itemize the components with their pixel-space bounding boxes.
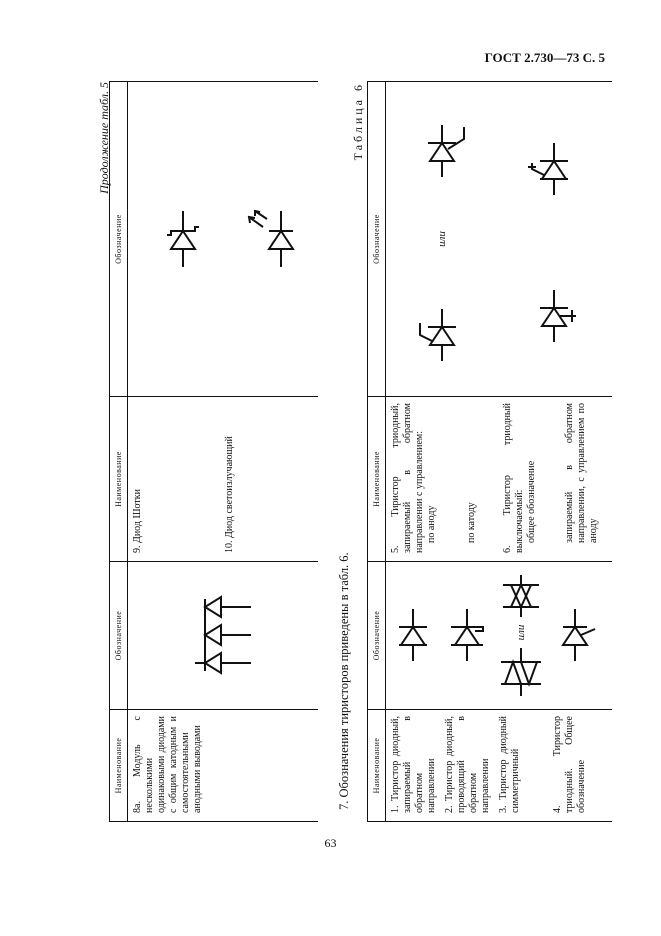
- led-icon: [245, 209, 301, 269]
- or-word-row3: или: [515, 624, 527, 641]
- table5-row-8a-symbol: [128, 562, 318, 710]
- table6-row-2-name: 2. Тиристор диодный, проводящий в обратном направлении: [444, 716, 491, 813]
- table6-row-5-sub-anode: по аноду: [426, 505, 437, 543]
- table5-row-10-name: 10. Диод светоизлучающий: [224, 436, 235, 553]
- table5-row-9-10-symbols: [128, 82, 318, 397]
- table6-header-symbol-right: Обозначение: [368, 82, 386, 397]
- table5-header-name-left: Наименование: [110, 710, 128, 822]
- table5-header-symbol-right: Обозначение: [110, 82, 128, 397]
- schottky-diode-icon: [163, 209, 203, 269]
- rotated-content: [91, 82, 611, 822]
- table6-row-1-name: 1. Тиристор диодный, запираемый в обратном направлении: [390, 716, 437, 813]
- table5-header-name-right: Наименование: [110, 397, 128, 562]
- table6-caption: Таблица 6: [351, 82, 365, 161]
- table5-header-symbol-left: Обозначение: [110, 562, 128, 710]
- triode-thyristor-general-icon: [553, 608, 597, 664]
- table6-row-3-name: 3. Тиристор диодный симметричный: [498, 716, 521, 813]
- table6-header-name-left: Наименование: [368, 710, 386, 822]
- gto-thyristor-reverse-anode-control-icon: [528, 134, 580, 198]
- table5-row-8a-name: 8а. Модуль с несколькими одинаковыми диодами с общим катодным и самостоятельными анодными выводами: [128, 710, 318, 822]
- diode-module-common-cathode-icon: [193, 596, 253, 676]
- page-number: 63: [324, 836, 337, 850]
- triode-thyristor-cathode-control-icon: [416, 115, 468, 179]
- table6-rows-1-4-symbols: [386, 562, 612, 710]
- table5-row-9-name: 9. Диод Шотки 10. Диод светоизлучающий: [128, 397, 318, 562]
- diode-thyristor-symmetric-icon: [499, 646, 543, 698]
- table6-rows-5-6-symbols: [386, 82, 612, 397]
- diode-thyristor-reverse-blocking-icon: [395, 608, 431, 664]
- diode-thyristor-reverse-conducting-icon: [447, 608, 487, 664]
- triode-thyristor-anode-control-icon: [416, 299, 468, 363]
- table6-rows-5-6-names: [386, 397, 612, 562]
- table6-row-6-name: 6. Тиристор триодный выключаемый:: [502, 403, 525, 553]
- section-7-intro: 7. Обозначения тиристоров приведены в табл. 6.: [337, 552, 351, 810]
- table5-caption: Продолжение табл. 5: [97, 82, 111, 194]
- table6-header-name-right: Наименование: [368, 397, 386, 562]
- table6-row-6-sub-general: общее обозначение: [526, 460, 537, 543]
- gto-thyristor-general-icon: [528, 281, 580, 345]
- table6-row-4-name: 4. Тиристор триодный. Общее обозначение: [552, 716, 587, 813]
- table6-rows-1-4-names: [386, 710, 612, 822]
- document-reference: ГОСТ 2.730—73 С. 5: [484, 50, 605, 65]
- table5: [109, 81, 318, 822]
- table6-row-5-sub-cathode: по катоду: [466, 502, 477, 543]
- or-word-row5: или: [436, 231, 448, 247]
- table6: [367, 81, 612, 822]
- diode-thyristor-symmetric-alt-icon: [499, 573, 543, 619]
- table6-row-5-name: 5. Тиристор триодный, запираемый в обратном направлении с управлением:: [390, 403, 425, 553]
- table6-header-symbol-left: Обозначение: [368, 562, 386, 710]
- table6-row-6-sub-reverse: запираемый в обратном направлении, с управлением по аноду: [564, 403, 599, 543]
